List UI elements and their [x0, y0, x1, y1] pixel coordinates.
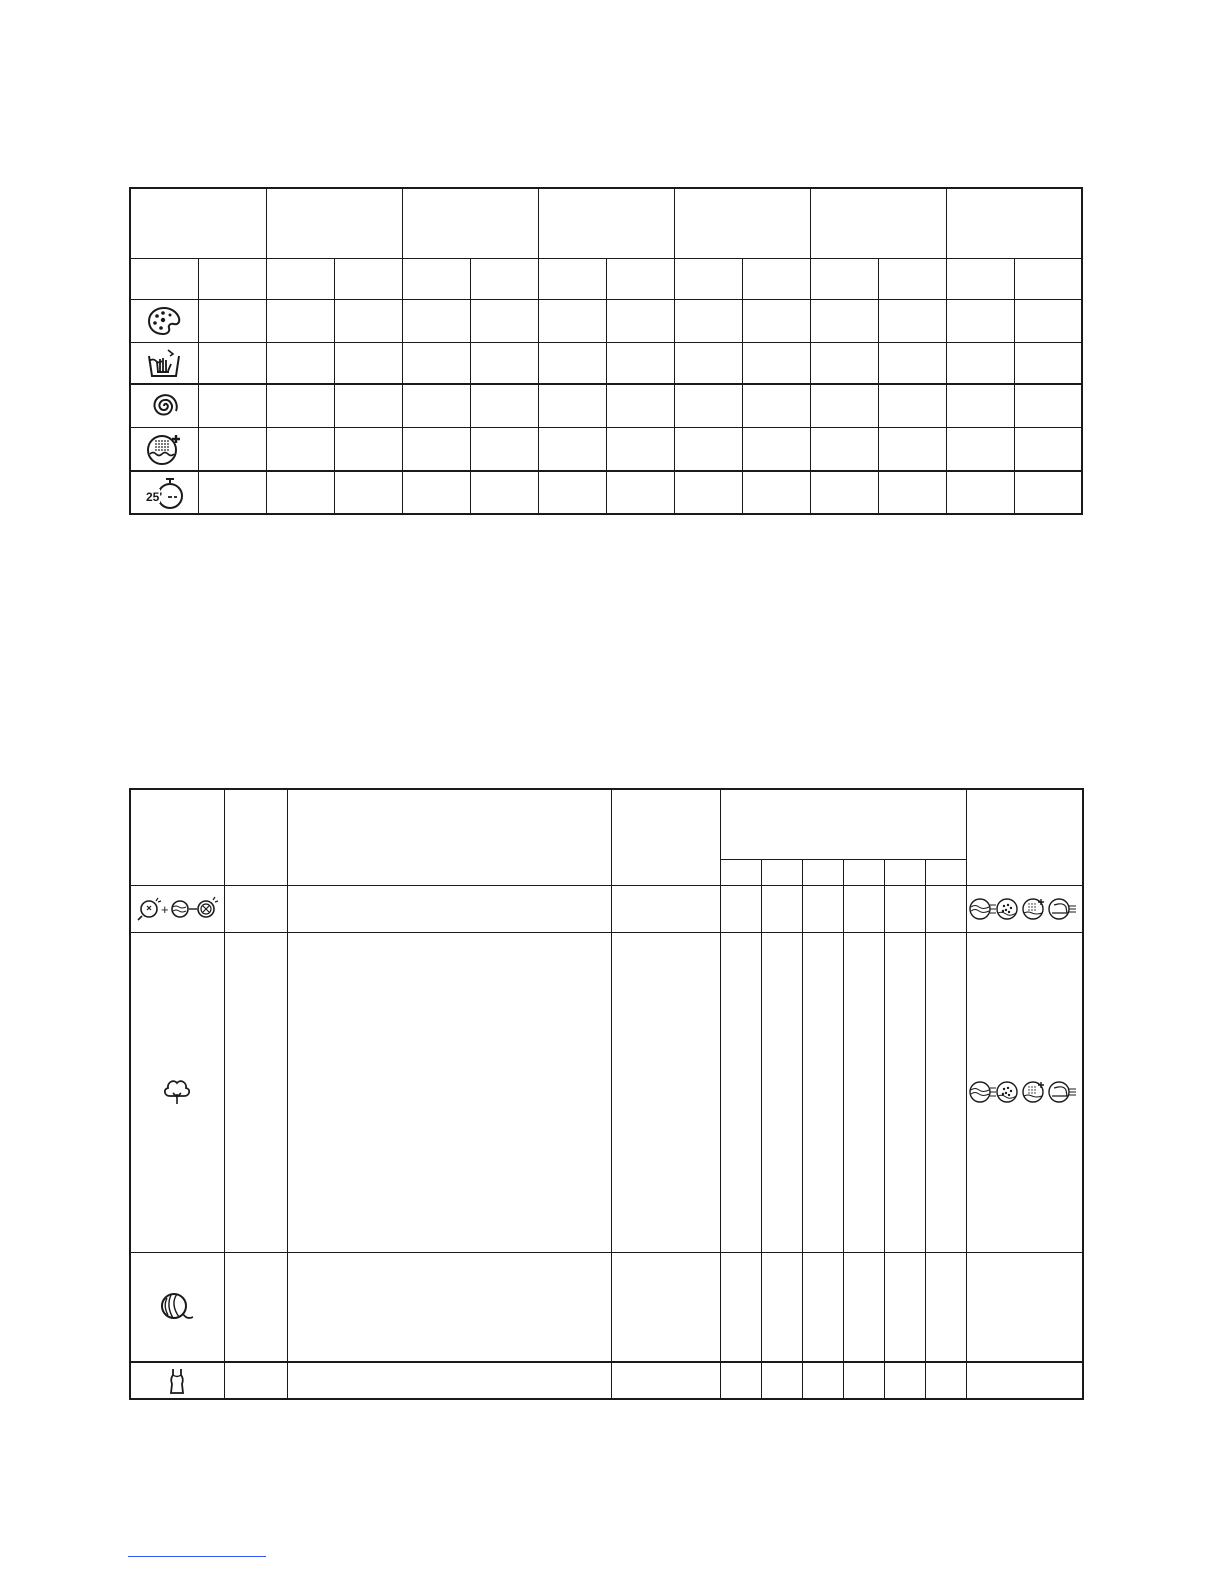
table1-row [130, 384, 1082, 427]
table1-sub-header [538, 258, 606, 299]
delicates-garment-icon [167, 1367, 187, 1395]
extra-rinse-icon [145, 431, 183, 467]
table2-cell [287, 1362, 611, 1399]
table2-cell [224, 885, 287, 932]
table2-cell [611, 1252, 720, 1362]
table2-row [130, 1252, 1083, 1362]
table1-group-header [946, 188, 1082, 258]
table2-header-programme [130, 789, 224, 885]
table1-cell [266, 427, 334, 471]
table2-options-cell [966, 1252, 1083, 1362]
table2-header-spin [720, 789, 966, 859]
table1-sub-header-row [130, 258, 1082, 299]
table1-icon-cell [130, 471, 198, 514]
rinse-plus-option-icon [1023, 1082, 1044, 1102]
table1-sub-header [198, 258, 266, 299]
table1-cell [198, 427, 266, 471]
options-table [129, 187, 1083, 515]
table1-cell [742, 471, 810, 514]
table1-cell [402, 471, 470, 514]
table1-group-header [402, 188, 538, 258]
table1-cell [742, 299, 810, 342]
table1-cell [538, 299, 606, 342]
table2-cell [884, 932, 925, 1252]
table1-cell [674, 384, 742, 427]
table1-cell [810, 384, 878, 427]
table1-cell [1014, 427, 1082, 471]
table1-cell [1014, 299, 1082, 342]
table1-group-header [810, 188, 946, 258]
table1-cell [266, 471, 334, 514]
table1-cell [946, 342, 1014, 384]
table1-sub-header [742, 258, 810, 299]
table2-cell [720, 1252, 761, 1362]
table2-cell [287, 885, 611, 932]
table2-cell [224, 1252, 287, 1362]
table1-row [130, 299, 1082, 342]
table2-cell [287, 1252, 611, 1362]
table2-cell [884, 885, 925, 932]
table1-cell [878, 471, 946, 514]
table1-sub-header [674, 258, 742, 299]
wool-icon [157, 1290, 197, 1324]
table1-cell [402, 299, 470, 342]
table2-icon-cell [130, 932, 224, 1252]
table1-row [130, 427, 1082, 471]
table2-cell [925, 1252, 966, 1362]
table2-spin-sub [761, 859, 802, 885]
table1-cell [810, 299, 878, 342]
table2-spin-sub [720, 859, 761, 885]
table2-options-cell [966, 885, 1083, 932]
table1-group-header [538, 188, 674, 258]
table1-row [130, 342, 1082, 384]
table1-cell [810, 471, 878, 514]
rinse-plus-option-icon [1023, 899, 1044, 919]
table1-cell [470, 471, 538, 514]
table1-cell [606, 471, 674, 514]
quick-25-timer-icon [144, 475, 184, 511]
table1-cell [946, 384, 1014, 427]
easy-iron-option-icon [1049, 899, 1076, 919]
table1-cell [402, 342, 470, 384]
wash-option-icon [970, 899, 996, 919]
table2-row [130, 885, 1083, 932]
table1-icon-cell [130, 427, 198, 471]
table1-cell [402, 427, 470, 471]
table2-cell [611, 932, 720, 1252]
prewash-combo-icon [134, 895, 220, 923]
table1-cell [334, 299, 402, 342]
table1-cell [266, 299, 334, 342]
table1-sub-header [810, 258, 878, 299]
table1-sub-header [1014, 258, 1082, 299]
table2-cell [611, 885, 720, 932]
table2-header-load [611, 789, 720, 885]
table2-cell [224, 932, 287, 1252]
table2-header-row [130, 789, 1083, 859]
table2-cell [802, 1252, 843, 1362]
table2-spin-sub [925, 859, 966, 885]
table1-cell [674, 427, 742, 471]
table1-sub-header [946, 258, 1014, 299]
table1-cell [1014, 342, 1082, 384]
table1-group-header [266, 188, 402, 258]
table1-cell [878, 384, 946, 427]
table2-cell [761, 885, 802, 932]
table2-cell [761, 1252, 802, 1362]
table1-icon-cell [130, 342, 198, 384]
table2-header-temp [224, 789, 287, 885]
table1-sub-header [470, 258, 538, 299]
option-icons-group [968, 896, 1080, 922]
spiral-spin-icon [146, 389, 182, 423]
table1-group-header [130, 188, 266, 258]
table1-row [130, 471, 1082, 514]
table1-cell [946, 427, 1014, 471]
table1-cell [742, 384, 810, 427]
table1-cell [470, 384, 538, 427]
table1-cell [266, 342, 334, 384]
table2-spin-sub [843, 859, 884, 885]
table2-cell [802, 885, 843, 932]
table1-group-header-row [130, 188, 1082, 258]
table1-cell [266, 384, 334, 427]
table1-cell [334, 471, 402, 514]
option-icons-group [968, 1079, 1080, 1105]
table1-cell [470, 299, 538, 342]
table1-cell [198, 299, 266, 342]
hand-wash-icon [146, 347, 182, 379]
table2-cell [224, 1362, 287, 1399]
table2-cell [925, 1362, 966, 1399]
table2-cell [925, 885, 966, 932]
table2-cell [843, 1362, 884, 1399]
table1-cell [538, 342, 606, 384]
table2-cell [843, 1252, 884, 1362]
table1-cell [1014, 384, 1082, 427]
table1-cell [606, 299, 674, 342]
table1-cell [402, 384, 470, 427]
stain-icon [146, 305, 182, 337]
table1-cell [946, 299, 1014, 342]
table2-cell [925, 932, 966, 1252]
table1-cell [674, 299, 742, 342]
table2-spin-sub [884, 859, 925, 885]
table1-sub-header [266, 258, 334, 299]
stain-option-icon [997, 1082, 1017, 1102]
table1-cell [810, 427, 878, 471]
table1-cell [538, 427, 606, 471]
table1-cell [538, 471, 606, 514]
table1-cell [674, 471, 742, 514]
table1-cell [742, 342, 810, 384]
table2-icon-cell [130, 885, 224, 932]
table1-icon-cell [130, 299, 198, 342]
wash-option-icon [970, 1082, 996, 1102]
table2-cell [287, 932, 611, 1252]
table1-cell [606, 427, 674, 471]
table1-cell [198, 384, 266, 427]
table1-sub-header [402, 258, 470, 299]
table1-cell [198, 342, 266, 384]
table1-sub-header [606, 258, 674, 299]
table1-cell [334, 342, 402, 384]
table2-cell [611, 1362, 720, 1399]
table1-cell [878, 342, 946, 384]
table1-cell [1014, 471, 1082, 514]
table1-group-header [674, 188, 810, 258]
table1-cell [674, 342, 742, 384]
cotton-icon [160, 1077, 194, 1107]
programme-table [129, 788, 1084, 1400]
table1-sub-header [130, 258, 198, 299]
table2-icon-cell [130, 1362, 224, 1399]
table1-cell [878, 299, 946, 342]
table2-cell [843, 932, 884, 1252]
table2-cell [884, 1252, 925, 1362]
footer-divider [128, 1556, 266, 1557]
table2-icon-cell [130, 1252, 224, 1362]
table1-cell [606, 384, 674, 427]
table1-sub-header [878, 258, 946, 299]
table2-cell [884, 1362, 925, 1399]
table2-cell [720, 885, 761, 932]
table1-cell [334, 384, 402, 427]
easy-iron-option-icon [1049, 1082, 1076, 1102]
table2-spin-sub [802, 859, 843, 885]
table1-cell [470, 427, 538, 471]
table1-cell [470, 342, 538, 384]
plus-sign: + [161, 901, 169, 917]
table1-cell [946, 471, 1014, 514]
table2-options-cell [966, 1362, 1083, 1399]
table2-cell [761, 1362, 802, 1399]
table2-cell [802, 932, 843, 1252]
table2-cell [720, 932, 761, 1252]
table1-cell [810, 342, 878, 384]
table1-sub-header [334, 258, 402, 299]
table2-header-description [287, 789, 611, 885]
table1-cell [198, 471, 266, 514]
table2-row [130, 1362, 1083, 1399]
table2-cell [802, 1362, 843, 1399]
table1-icon-cell [130, 384, 198, 427]
table2-cell [761, 932, 802, 1252]
table1-cell [538, 384, 606, 427]
table2-options-cell [966, 932, 1083, 1252]
table2-row [130, 932, 1083, 1252]
table1-cell [606, 342, 674, 384]
table2-cell [843, 885, 884, 932]
table2-cell [720, 1362, 761, 1399]
stain-option-icon [997, 899, 1017, 919]
timer-25-label: 25' [146, 489, 163, 504]
table2-header-options [966, 789, 1083, 885]
table1-cell [878, 427, 946, 471]
table1-cell [334, 427, 402, 471]
table1-cell [742, 427, 810, 471]
